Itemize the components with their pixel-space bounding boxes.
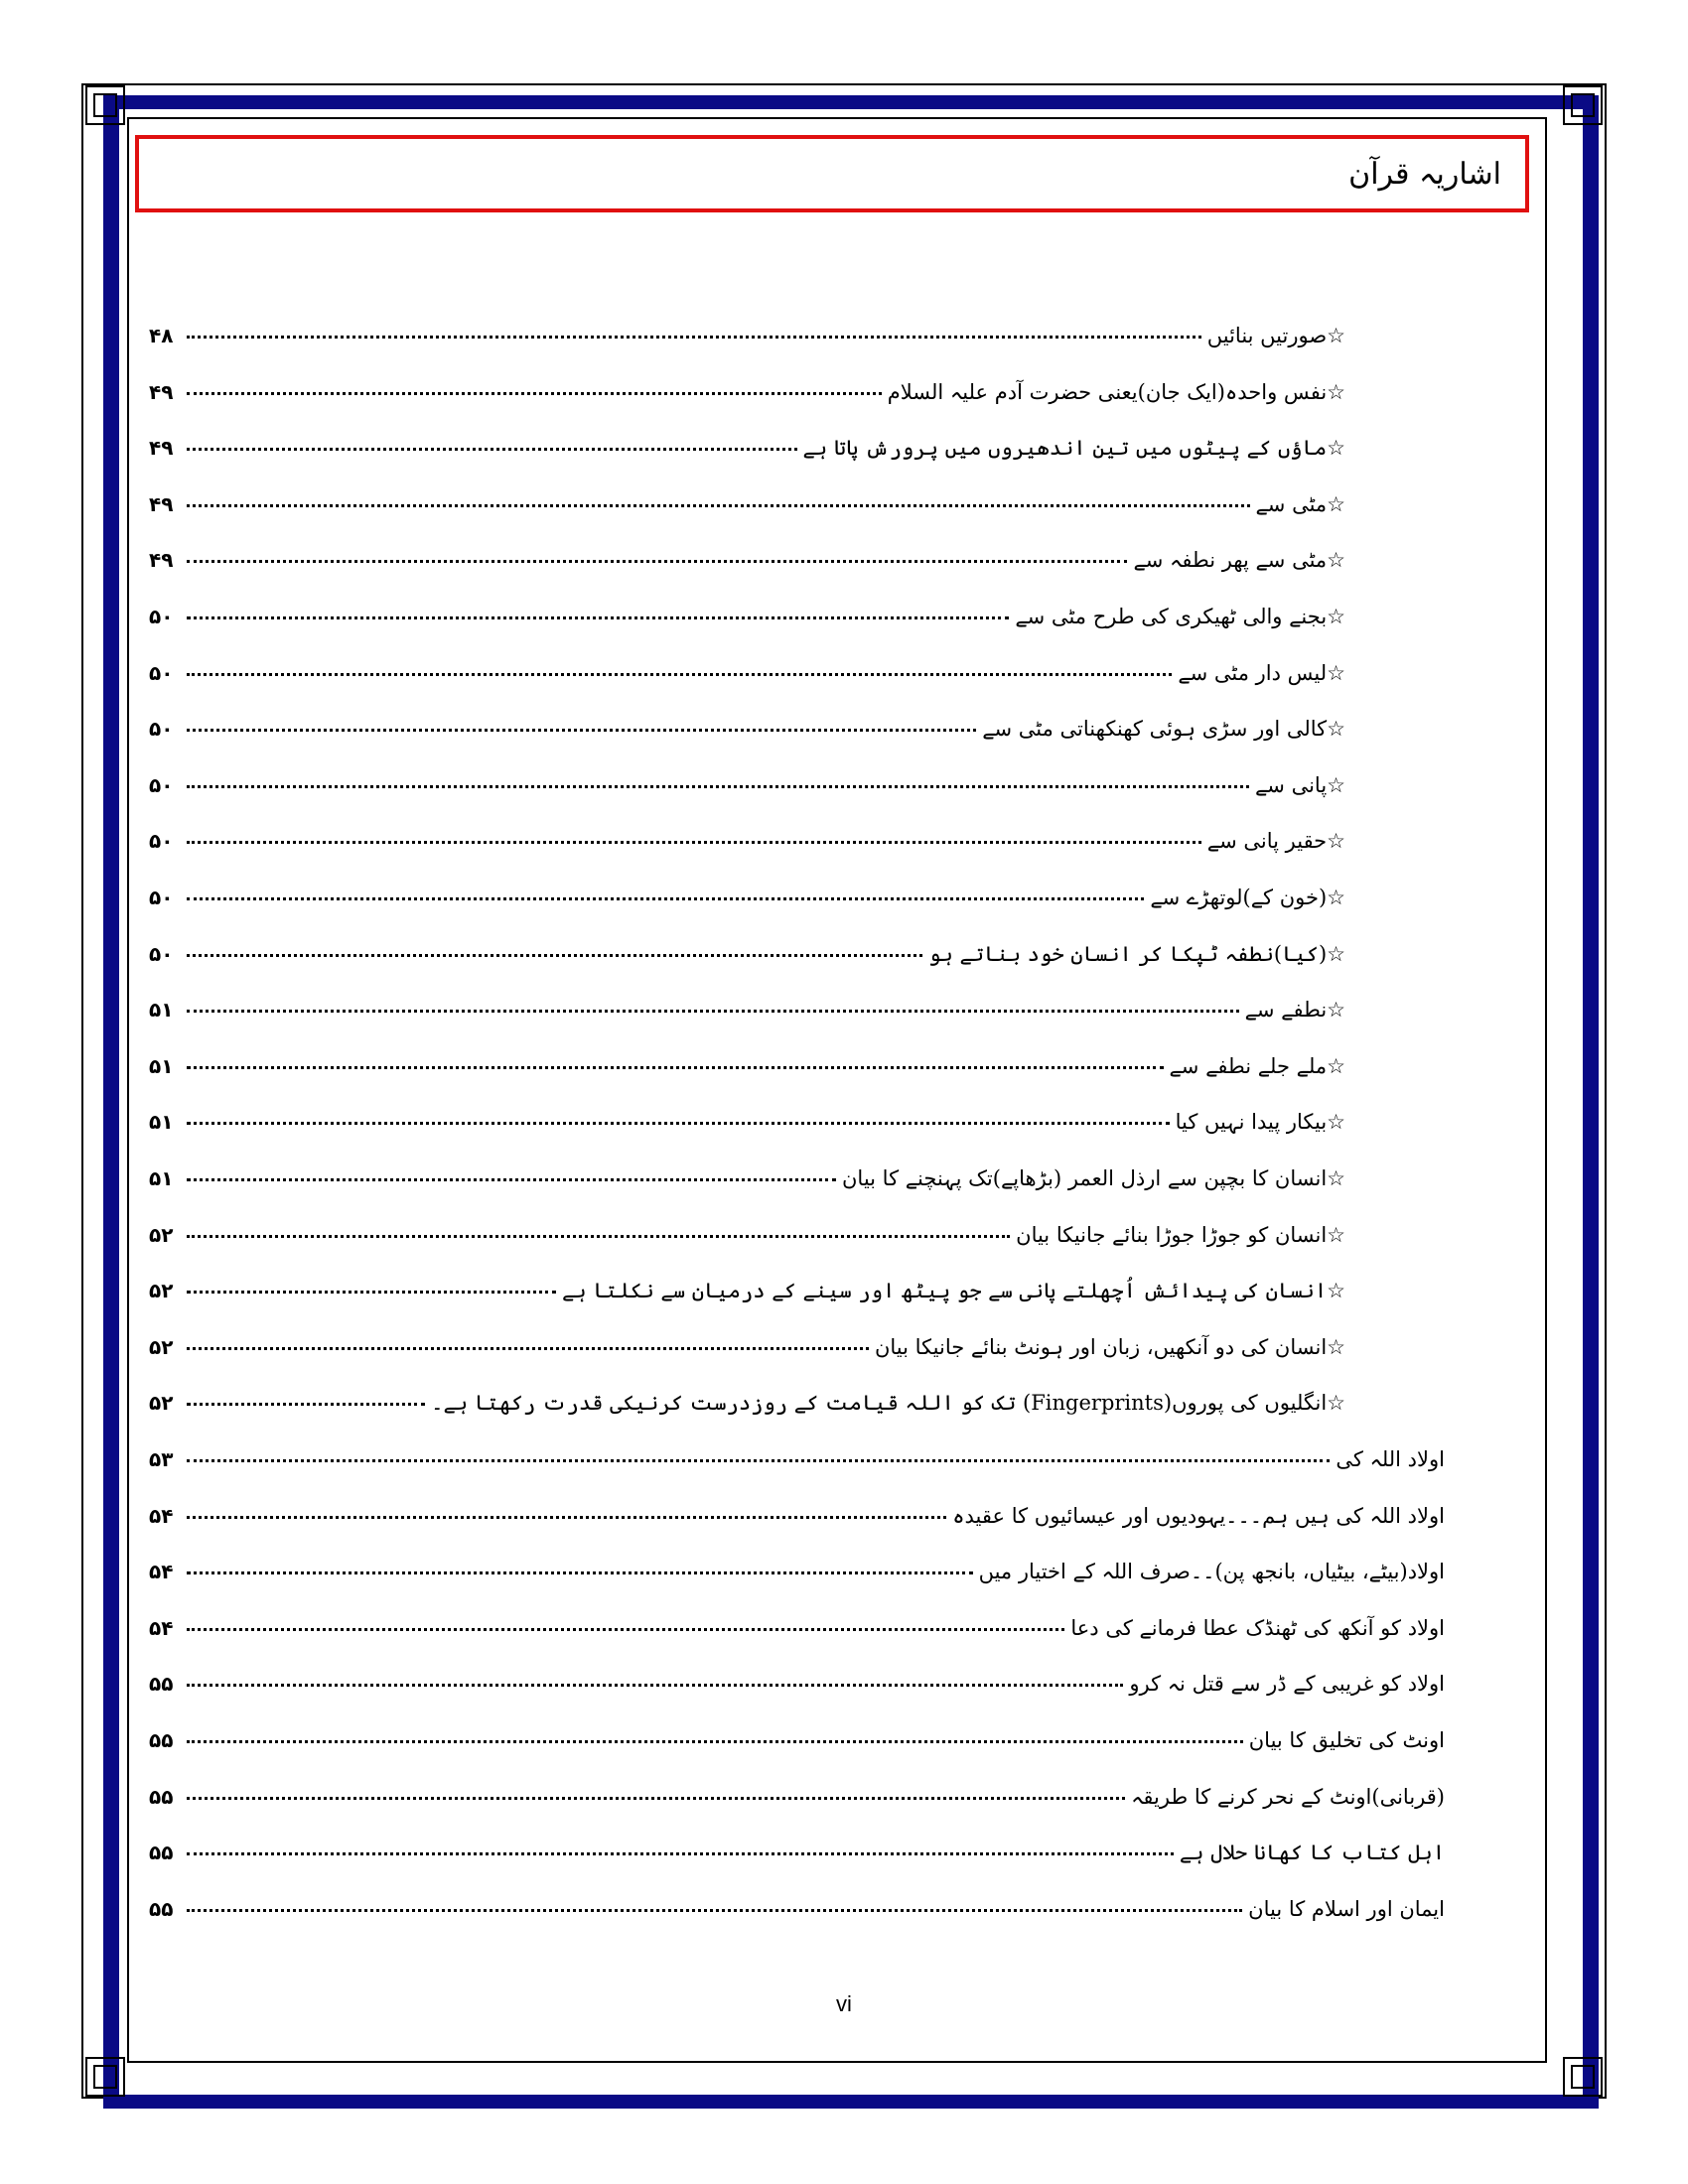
- entry-page-number: ۵۵: [149, 1896, 174, 1921]
- entry-page-number: ۵۰: [149, 886, 174, 909]
- entry-label: ☆انسان کو جوڑا جوڑا بنائے جانیکا بیان: [1016, 1222, 1345, 1247]
- entry-page-number: ۵۱: [149, 998, 174, 1023]
- entry-page-number: ۵۵: [149, 1672, 174, 1697]
- entry-label: اولاد کو غریبی کے ڈر سے قتل نہ کرو: [1129, 1672, 1445, 1697]
- entry-page-number: ۵۴: [149, 1503, 174, 1528]
- entry-page-number: ۴۹: [149, 548, 174, 573]
- index-entry: [149, 978, 1345, 1022]
- index-entry: [149, 1652, 1445, 1696]
- entry-page-number: ۵۰: [149, 660, 174, 685]
- index-entry: [149, 1540, 1445, 1583]
- dot-leader: [187, 785, 1249, 788]
- entry-page-number: ۴۹: [149, 379, 174, 404]
- entry-label: ☆نطفے سے: [1244, 998, 1345, 1023]
- entry-page-number: ۴۹: [149, 436, 174, 461]
- entry-label: ☆لیس دار مٹی سے: [1178, 660, 1345, 685]
- entry-label: ایمان اور اسلام کا بیان: [1248, 1896, 1445, 1921]
- entry-label: ☆مٹی سے پھر نطفہ سے: [1133, 548, 1345, 573]
- index-entry: [149, 528, 1345, 572]
- index-entry: [149, 416, 1345, 460]
- entry-label: اولاد اللہ کی ہیں ہم۔۔۔یہودیوں اور عیسائیوں کا عقیدہ: [952, 1503, 1445, 1528]
- entry-label: ☆نفس واحدہ(ایک جان)یعنی حضرت آدم علیہ السلام: [887, 379, 1345, 404]
- index-entry: [149, 1484, 1445, 1528]
- entry-label: ☆انسان کی پیدائش اُچھلتے پانی سے جو پیٹھ اور سینے کے درمیان سے نکلتا ہے: [561, 1279, 1345, 1303]
- entry-page-number: ۵۲: [149, 1279, 174, 1303]
- entry-label: اولاد(بیٹے، بیٹیاں، بانجھ پن)۔۔صرف اللہ کے اختیار میں: [978, 1560, 1445, 1584]
- entry-label: ☆ملے جلے نطفے سے: [1169, 1053, 1345, 1078]
- dot-leader: [187, 1235, 1010, 1238]
- entry-page-number: ۴۹: [149, 491, 174, 516]
- index-entry: [149, 1147, 1345, 1190]
- entry-label: (قربانی)اونٹ کے نحر کرنے کا طریقہ: [1131, 1784, 1445, 1809]
- index-entry: [149, 1877, 1445, 1921]
- entry-page-number: ۵۰: [149, 717, 174, 742]
- dot-leader: [187, 392, 882, 395]
- entry-label: اہل کتاب کا کھانا حلال ہے: [1179, 1841, 1445, 1865]
- page-title: اشاریہ قرآن: [1348, 156, 1501, 192]
- index-entry: [149, 809, 1345, 853]
- entry-page-number: ۵۱: [149, 1166, 174, 1190]
- index-entry: [149, 922, 1345, 966]
- entry-label: ☆بیکار پیدا نہیں کیا: [1175, 1110, 1345, 1135]
- index-entry: [149, 473, 1345, 516]
- index-entry: [149, 1259, 1345, 1302]
- index-entry: [149, 1034, 1345, 1078]
- dot-leader: [187, 504, 1250, 507]
- index-entry: [149, 1371, 1345, 1415]
- entry-label: ☆حقیر پانی سے: [1206, 829, 1345, 854]
- dot-leader: [187, 1628, 1064, 1631]
- entry-page-number: ۵۴: [149, 1560, 174, 1584]
- dot-leader: [187, 616, 1009, 619]
- dot-leader: [187, 1291, 556, 1294]
- corner-ornament: [85, 2057, 125, 2097]
- dot-leader: [187, 1571, 973, 1574]
- entry-page-number: ۵۲: [149, 1391, 174, 1416]
- entry-page-number: ۵۰: [149, 772, 174, 797]
- dot-leader: [187, 1797, 1125, 1800]
- index-entry: [149, 304, 1345, 347]
- dot-leader: [187, 448, 797, 451]
- dot-leader: [187, 841, 1201, 844]
- dot-leader: [187, 1740, 1243, 1743]
- dot-leader: [187, 1347, 869, 1350]
- entry-page-number: ۵۵: [149, 1841, 174, 1865]
- page-number: vi: [836, 1991, 852, 2016]
- entry-label: ☆(کیا)نطفہ ٹپکا کر انسان خود بناتے ہو: [928, 941, 1345, 966]
- entry-label: اولاد اللہ کی: [1336, 1447, 1445, 1471]
- index-entry: [149, 641, 1345, 685]
- entry-page-number: ۵۲: [149, 1222, 174, 1247]
- entry-label: ☆انسان کا بچپن سے ارذل العمر (بڑھاپے)تک پہنچنے کا بیان: [842, 1166, 1345, 1190]
- dot-leader: [187, 729, 976, 732]
- index-entry: [149, 866, 1345, 909]
- entry-page-number: ۵۴: [149, 1615, 174, 1640]
- index-entry: [149, 1596, 1445, 1640]
- dot-leader: [187, 1010, 1239, 1013]
- entry-label: ☆(خون کے)لوتھڑے سے: [1150, 886, 1345, 909]
- index-entry: [149, 1315, 1345, 1359]
- entry-page-number: ۵۳: [149, 1447, 174, 1471]
- corner-ornament: [1563, 2057, 1603, 2097]
- dot-leader: [187, 673, 1172, 676]
- index-entry: [149, 1428, 1445, 1471]
- dot-leader: [187, 1909, 1242, 1912]
- entry-label: ☆صورتیں بنائیں: [1206, 324, 1345, 347]
- index-entry: [149, 697, 1345, 741]
- dot-leader: [187, 1122, 1170, 1125]
- dot-leader: [187, 1516, 946, 1519]
- index-entry: [149, 1765, 1445, 1809]
- index-entry: [149, 360, 1345, 404]
- entry-label: ☆پانی سے: [1255, 772, 1345, 797]
- entry-label: اولاد کو آنکھ کی ٹھنڈک عطا فرمانے کی دعا: [1070, 1615, 1445, 1640]
- entry-page-number: ۵۰: [149, 941, 174, 966]
- entry-page-number: ۵۱: [149, 1110, 174, 1135]
- dot-leader: [187, 560, 1127, 563]
- entry-label: اونٹ کی تخلیق کا بیان: [1248, 1728, 1445, 1752]
- dot-leader: [187, 1066, 1164, 1069]
- dot-leader: [187, 1852, 1174, 1855]
- dot-leader: [187, 1459, 1330, 1462]
- corner-ornament: [1563, 85, 1603, 125]
- header-box: [135, 135, 1529, 212]
- entry-page-number: ۵۲: [149, 1334, 174, 1359]
- entry-label: ☆انگلیوں کی پوروں(Fingerprints) تک کو اللہ قیامت کے روزدرست کرنیکی قدرت رکھتا ہے۔: [431, 1391, 1345, 1416]
- entry-label: ☆کالی اور سڑی ہوئی کھنکھناتی مٹی سے: [982, 717, 1345, 742]
- entry-page-number: ۵۱: [149, 1053, 174, 1078]
- entry-page-number: ۵۰: [149, 829, 174, 854]
- dot-leader: [187, 336, 1201, 339]
- entry-page-number: ۴۸: [149, 324, 174, 347]
- dot-leader: [187, 1684, 1123, 1687]
- entry-label: ☆ماؤں کے پیٹوں میں تین اندھیروں میں پرورش پاتا ہے: [802, 436, 1345, 461]
- dot-leader: [187, 954, 922, 957]
- entry-page-number: ۵۵: [149, 1728, 174, 1752]
- dot-leader: [187, 1403, 425, 1406]
- entry-label: ☆بجنے والی ٹھیکری کی طرح مٹی سے: [1015, 605, 1345, 628]
- entry-page-number: ۵۵: [149, 1784, 174, 1809]
- index-entry: [149, 753, 1345, 797]
- entry-page-number: ۵۰: [149, 605, 174, 628]
- entry-label: ☆انسان کی دو آنکھیں، زبان اور ہونٹ بنائے جانیکا بیان: [874, 1334, 1345, 1359]
- corner-ornament: [85, 85, 125, 125]
- dot-leader: [187, 1178, 836, 1181]
- index-entry: [149, 585, 1345, 628]
- index-entry: [149, 1090, 1345, 1134]
- index-entry: [149, 1203, 1345, 1247]
- index-entry: [149, 1708, 1445, 1752]
- entry-label: ☆مٹی سے: [1255, 491, 1345, 516]
- index-entry: [149, 1821, 1445, 1864]
- dot-leader: [187, 897, 1144, 900]
